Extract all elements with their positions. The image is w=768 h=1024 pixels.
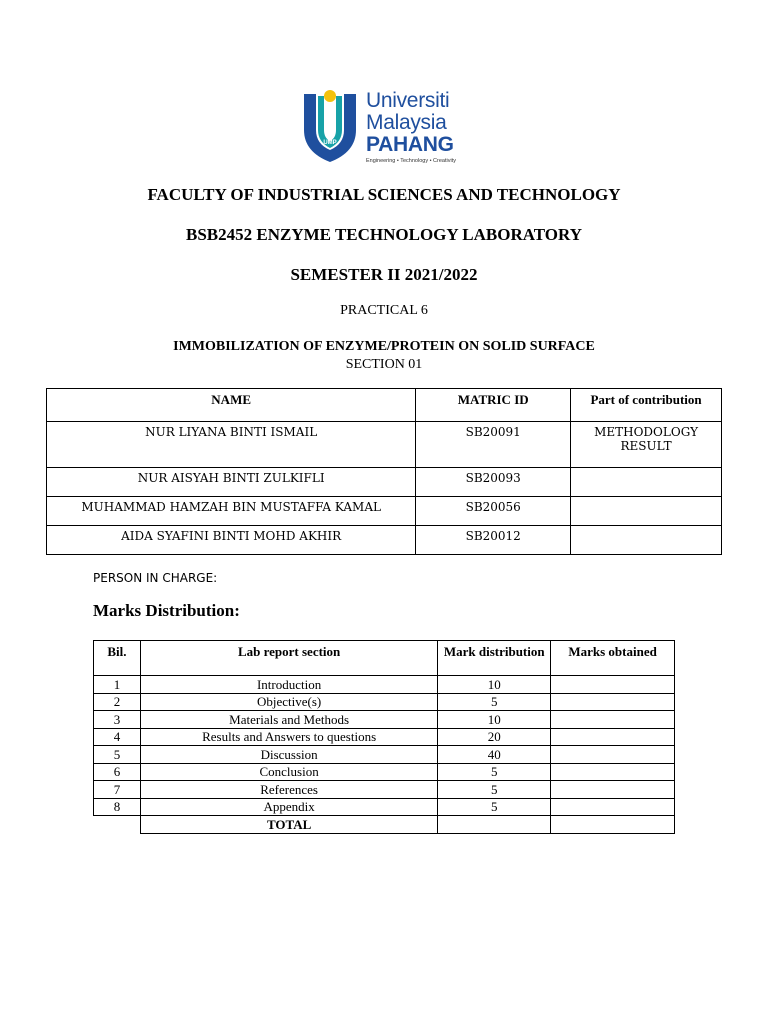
header-mark: Mark distribution bbox=[438, 641, 551, 676]
section-label: SECTION 01 bbox=[345, 357, 423, 372]
row-bil: 2 bbox=[94, 693, 141, 711]
row-section: Materials and Methods bbox=[140, 711, 437, 729]
row-mark: 5 bbox=[438, 763, 551, 781]
svg-text:UMP: UMP bbox=[323, 140, 337, 146]
row-mark: 5 bbox=[438, 781, 551, 799]
header-name: NAME bbox=[47, 389, 416, 422]
semester-heading: SEMESTER II 2021/2022 bbox=[290, 265, 478, 284]
table-row bbox=[94, 711, 675, 729]
logo-line-1: Universiti bbox=[366, 89, 450, 112]
row-obtained bbox=[551, 763, 675, 781]
member-contribution bbox=[571, 468, 722, 497]
table-row bbox=[94, 728, 675, 746]
practical-title: IMMOBILIZATION OF ENZYME/PROTEIN ON SOLID SURFACE bbox=[173, 339, 595, 354]
member-matric: SB20093 bbox=[416, 468, 571, 497]
row-obtained bbox=[551, 781, 675, 799]
row-section: References bbox=[140, 781, 437, 799]
row-mark: 40 bbox=[438, 746, 551, 764]
row-bil: 6 bbox=[94, 763, 141, 781]
row-obtained bbox=[551, 676, 675, 694]
table-row bbox=[94, 693, 675, 711]
row-bil: 7 bbox=[94, 781, 141, 799]
total-mark bbox=[438, 816, 551, 834]
table-row bbox=[94, 676, 675, 694]
header-section: Lab report section bbox=[140, 641, 437, 676]
ump-shield-icon bbox=[300, 86, 360, 162]
table-row bbox=[94, 763, 675, 781]
marks-table bbox=[93, 640, 675, 834]
member-matric: SB20012 bbox=[416, 526, 571, 555]
header-contribution: Part of contribution bbox=[571, 389, 722, 422]
row-section: Discussion bbox=[140, 746, 437, 764]
row-bil: 5 bbox=[94, 746, 141, 764]
row-obtained bbox=[551, 693, 675, 711]
member-name: NUR AISYAH BINTI ZULKIFLI bbox=[47, 468, 416, 497]
table-row bbox=[47, 422, 722, 468]
faculty-heading: FACULTY OF INDUSTRIAL SCIENCES AND TECHNOLOGY bbox=[147, 185, 621, 204]
person-in-charge-label: PERSON IN CHARGE: bbox=[93, 571, 218, 585]
row-mark: 10 bbox=[438, 676, 551, 694]
header-matric: MATRIC ID bbox=[416, 389, 571, 422]
row-bil: 1 bbox=[94, 676, 141, 694]
table-row bbox=[94, 798, 675, 816]
member-contribution: METHODOLOGY RESULT bbox=[571, 422, 722, 468]
total-obtained bbox=[551, 816, 675, 834]
row-section: Results and Answers to questions bbox=[140, 728, 437, 746]
total-label: TOTAL bbox=[140, 816, 437, 834]
row-bil: 3 bbox=[94, 711, 141, 729]
row-obtained bbox=[551, 728, 675, 746]
row-section: Appendix bbox=[140, 798, 437, 816]
header-bil: Bil. bbox=[94, 641, 141, 676]
marks-heading: Marks Distribution: bbox=[93, 601, 240, 620]
member-name: MUHAMMAD HAMZAH BIN MUSTAFFA KAMAL bbox=[47, 497, 416, 526]
university-logo bbox=[300, 86, 470, 166]
members-table bbox=[46, 388, 722, 555]
row-section: Objective(s) bbox=[140, 693, 437, 711]
logo-line-3: PAHANG bbox=[366, 133, 454, 156]
practical-label: PRACTICAL 6 bbox=[340, 303, 428, 318]
row-mark: 5 bbox=[438, 693, 551, 711]
header-obtained: Marks obtained bbox=[551, 641, 675, 676]
row-obtained bbox=[551, 711, 675, 729]
row-bil: 4 bbox=[94, 728, 141, 746]
table-row bbox=[47, 526, 722, 555]
total-row bbox=[94, 816, 675, 834]
member-name: AIDA SYAFINI BINTI MOHD AKHIR bbox=[47, 526, 416, 555]
course-heading: BSB2452 ENZYME TECHNOLOGY LABORATORY bbox=[186, 225, 582, 244]
row-obtained bbox=[551, 746, 675, 764]
logo-line-2: Malaysia bbox=[366, 111, 447, 134]
member-contribution bbox=[571, 497, 722, 526]
logo-tagline: Engineering • Technology • Creativity bbox=[366, 158, 456, 164]
row-mark: 5 bbox=[438, 798, 551, 816]
table-row bbox=[47, 497, 722, 526]
row-section: Introduction bbox=[140, 676, 437, 694]
marks-header-row bbox=[94, 641, 675, 676]
row-bil: 8 bbox=[94, 798, 141, 816]
member-matric: SB20056 bbox=[416, 497, 571, 526]
table-row bbox=[94, 781, 675, 799]
table-row bbox=[47, 468, 722, 497]
member-matric: SB20091 bbox=[416, 422, 571, 468]
row-mark: 20 bbox=[438, 728, 551, 746]
row-obtained bbox=[551, 798, 675, 816]
row-section: Conclusion bbox=[140, 763, 437, 781]
member-name: NUR LIYANA BINTI ISMAIL bbox=[47, 422, 416, 468]
table-row bbox=[94, 746, 675, 764]
member-contribution bbox=[571, 526, 722, 555]
row-mark: 10 bbox=[438, 711, 551, 729]
members-header-row bbox=[47, 389, 722, 422]
